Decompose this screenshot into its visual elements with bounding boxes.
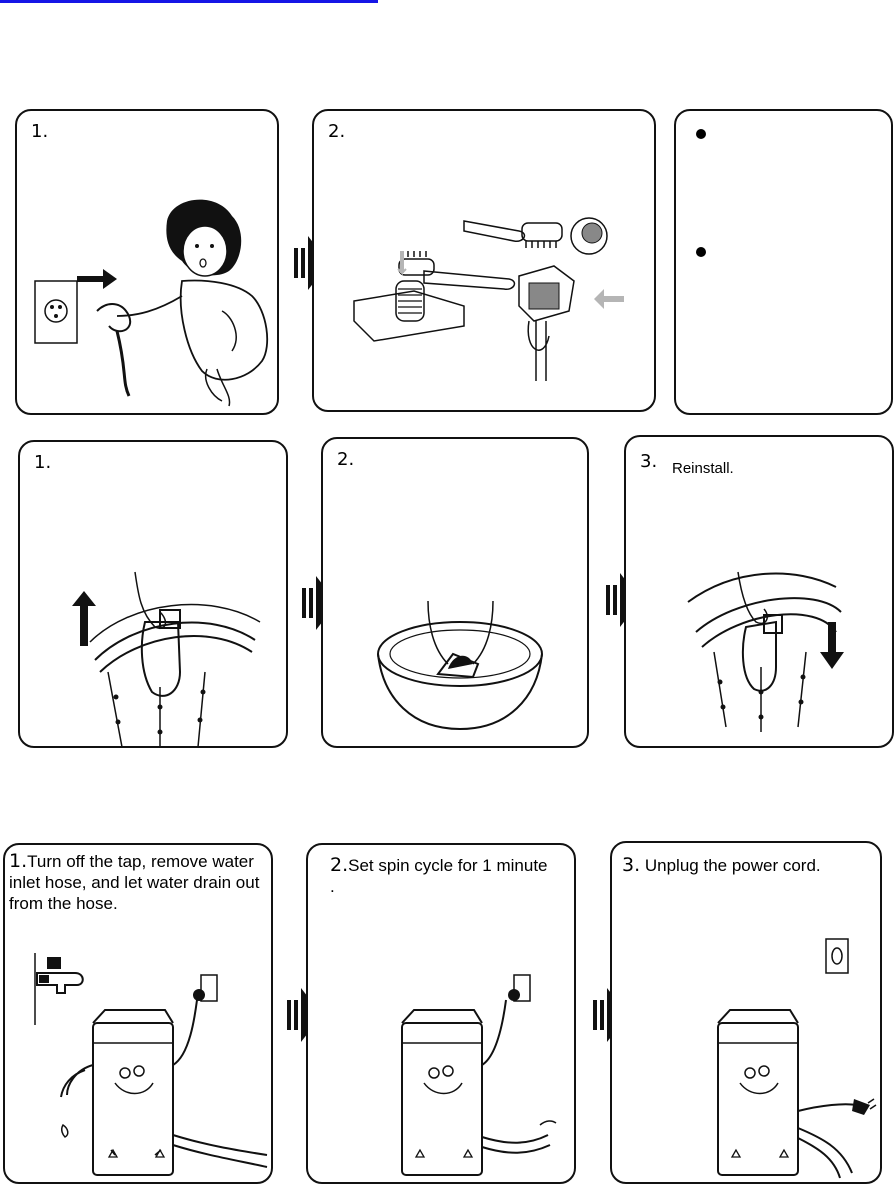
step-caption: Turn off the tap, remove water inlet hose, and let water drain out from the hose. bbox=[9, 852, 260, 913]
step-number: 2. bbox=[328, 121, 346, 142]
step-caption: Unplug the power cord. bbox=[644, 856, 821, 875]
brush-filters-illustration bbox=[314, 111, 656, 412]
bullet-icon bbox=[696, 247, 706, 257]
panel-wash-filter bbox=[321, 437, 589, 748]
step-caption: Reinstall. bbox=[672, 460, 734, 477]
panel-spin-cycle bbox=[306, 843, 576, 1184]
step-number-text: 3. bbox=[640, 451, 658, 472]
step-number: 1. bbox=[9, 850, 28, 872]
panel-reinstall bbox=[624, 435, 894, 748]
panel-drain-inlet-hose bbox=[3, 843, 273, 1184]
lift-filter-illustration bbox=[20, 442, 288, 748]
header-rule bbox=[0, 0, 378, 3]
step-caption: Set spin cycle for 1 minute . bbox=[330, 856, 548, 896]
reinstall-filter-illustration bbox=[626, 437, 894, 748]
panel-notes bbox=[674, 109, 893, 415]
step-number: 1. bbox=[34, 452, 52, 473]
panel-clean-filters bbox=[312, 109, 656, 412]
step-number: 2. bbox=[337, 449, 355, 470]
basin-illustration bbox=[323, 439, 589, 748]
step-number: 1. bbox=[31, 121, 49, 142]
bullet-icon bbox=[696, 129, 706, 139]
unplugged-washer-illustration bbox=[612, 843, 882, 1184]
step-number: 3. bbox=[622, 854, 641, 876]
step-number: 2. bbox=[330, 854, 349, 876]
panel-unplug-cord bbox=[610, 841, 882, 1184]
panel-unplug bbox=[15, 109, 279, 415]
spin-washer-illustration bbox=[308, 845, 576, 1184]
unplug-illustration bbox=[17, 111, 279, 415]
panel-remove-lint-filter bbox=[18, 440, 288, 748]
drain-hose-illustration bbox=[5, 845, 273, 1184]
